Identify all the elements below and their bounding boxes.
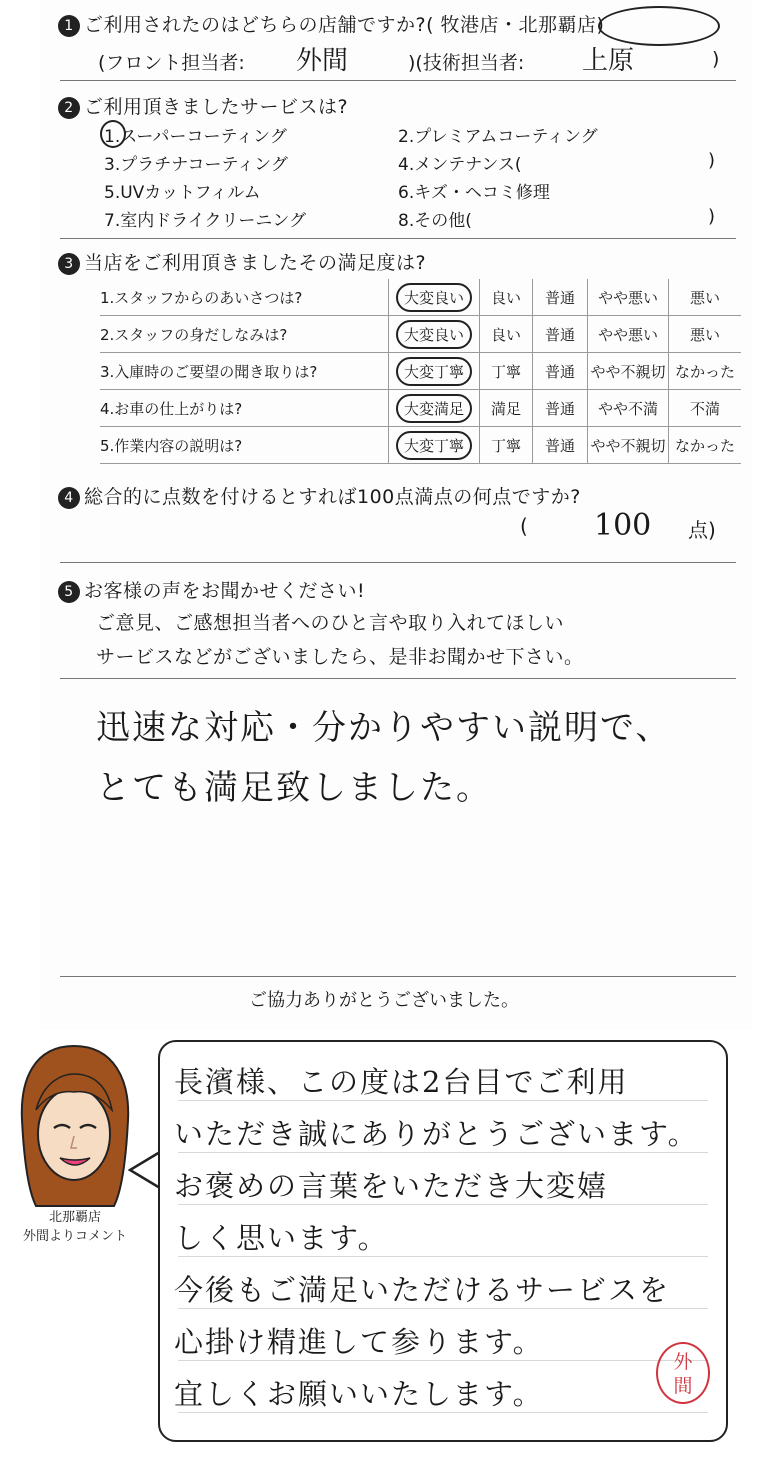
q2-title <box>58 92 348 119</box>
q3-text: 当店をご利用頂きましたその満足度は? <box>84 252 427 274</box>
rating-option <box>533 427 588 464</box>
rating-label: 悪い <box>689 325 720 344</box>
selected-rating: 大変丁寧 <box>396 357 472 386</box>
comment-line: 今後もご満足いただけるサービスを <box>174 1273 671 1307</box>
q4-number: 4 <box>58 487 80 509</box>
service-item: 1.スーパーコーティング <box>104 127 287 147</box>
service-item: 7.室内ドライクリーニング <box>104 211 307 231</box>
rating-option <box>533 279 588 316</box>
staff-comment-bubble <box>158 1040 728 1442</box>
selected-rating: 大変満足 <box>396 394 472 423</box>
staff-caption-store: 北那覇店 <box>48 1210 101 1225</box>
rating-label: 普通 <box>544 436 575 455</box>
staff-caption <box>0 1208 150 1246</box>
tech-staff-label: )(技術担当者: <box>408 52 525 74</box>
staff-avatar <box>14 1040 134 1210</box>
thanks-message: ご協力ありがとうございました。 <box>249 990 519 1011</box>
comment-line: しく思います。 <box>174 1221 389 1255</box>
divider <box>60 80 736 81</box>
rating-label: 悪い <box>689 288 720 307</box>
rating-label: 普通 <box>544 362 575 381</box>
rating-label: 良い <box>490 288 521 307</box>
q1-text: ご利用されたのはどちらの店舗ですか?( 牧港店・北那覇店) <box>84 14 605 36</box>
score-unit: 点) <box>688 518 716 542</box>
service-selection-circle <box>100 120 126 148</box>
q1-title <box>58 10 604 37</box>
comment-line: 宜しくお願いいたします。 <box>174 1377 544 1411</box>
rating-label: やや不親切 <box>590 362 666 381</box>
tech-staff-name: 上原 <box>582 46 635 76</box>
rating-option <box>389 390 480 427</box>
rating-option <box>389 353 480 390</box>
service-item: 2.プレミアムコーティング <box>398 127 598 147</box>
divider <box>60 976 736 977</box>
rating-option <box>533 316 588 353</box>
rating-option <box>669 427 742 464</box>
satisfaction-row <box>100 427 741 464</box>
name-stamp: 外 間 <box>656 1342 710 1404</box>
rating-option <box>480 353 533 390</box>
rating-label: やや悪い <box>597 325 658 344</box>
divider <box>60 678 736 679</box>
comment-line: 長濱様、この度は2台目でご利用 <box>174 1065 629 1099</box>
rating-label: やや不親切 <box>590 436 666 455</box>
satisfaction-table <box>100 279 741 464</box>
rating-label: やや不満 <box>597 399 658 418</box>
front-staff-label: (フロント担当者: <box>98 52 245 74</box>
satisfaction-row <box>100 316 741 353</box>
rating-option <box>669 316 742 353</box>
rating-label: 不満 <box>689 399 720 418</box>
rating-option <box>480 316 533 353</box>
rating-option <box>669 390 742 427</box>
paren-close: ) <box>708 150 716 171</box>
q5-number: 5 <box>58 581 80 603</box>
rating-option <box>588 316 669 353</box>
rating-label: なかった <box>674 436 735 455</box>
staff-caption-comment: 外間よりコメント <box>22 1229 127 1244</box>
satisfaction-question: 5.作業内容の説明は? <box>100 427 389 464</box>
satisfaction-question: 1.スタッフからのあいさつは? <box>100 279 389 316</box>
satisfaction-row <box>100 390 741 427</box>
q5-text: お客様の声をお聞かせください! <box>84 580 366 602</box>
q1-close-paren: ) <box>712 48 720 70</box>
rating-label: 満足 <box>490 399 521 418</box>
rating-label: やや悪い <box>597 288 658 307</box>
service-item: 5.UVカットフィルム <box>104 183 261 203</box>
score-open: ( <box>520 514 528 538</box>
front-staff-name: 外間 <box>296 46 349 76</box>
rating-label: 普通 <box>544 325 575 344</box>
paren-close: ) <box>708 206 716 227</box>
satisfaction-question: 2.スタッフの身だしなみは? <box>100 316 389 353</box>
service-item: 4.メンテナンス( <box>398 155 522 175</box>
speech-bubble-tail <box>128 1148 162 1192</box>
rating-label: 良い <box>490 325 521 344</box>
satisfaction-row <box>100 279 741 316</box>
selected-rating: 大変良い <box>396 283 472 312</box>
q4-title <box>58 482 581 509</box>
rating-option <box>669 353 742 390</box>
rating-option <box>588 279 669 316</box>
satisfaction-question: 3.入庫時のご要望の聞き取りは? <box>100 353 389 390</box>
service-item: 8.その他( <box>398 211 472 231</box>
rating-option <box>588 427 669 464</box>
q4-text: 総合的に点数を付けるとすれば100点満点の何点ですか? <box>84 486 581 508</box>
rating-option <box>533 390 588 427</box>
q2-text: ご利用頂きましたサービスは? <box>84 96 349 118</box>
q5-title <box>58 576 365 603</box>
rating-label: 丁寧 <box>490 362 521 381</box>
selected-rating: 大変良い <box>396 320 472 349</box>
divider <box>60 562 736 563</box>
comment-line: 心掛け精進して参ります。 <box>174 1325 544 1359</box>
rating-label: なかった <box>674 362 735 381</box>
customer-comment-line-1: 迅速な対応・分かりやすい説明で、 <box>96 708 672 748</box>
customer-comment-line-2: とても満足致しました。 <box>96 768 492 808</box>
divider <box>60 238 736 239</box>
rating-label: 丁寧 <box>490 436 521 455</box>
rating-option <box>669 279 742 316</box>
rating-option <box>389 316 480 353</box>
satisfaction-row <box>100 353 741 390</box>
comment-line: いただき誠にありがとうございます。 <box>174 1117 699 1151</box>
rating-label: 普通 <box>544 399 575 418</box>
rating-option <box>480 390 533 427</box>
q1-number: 1 <box>58 15 80 37</box>
q3-title <box>58 248 426 275</box>
service-item: 3.プラチナコーティング <box>104 155 288 175</box>
rating-label: 普通 <box>544 288 575 307</box>
q2-number: 2 <box>58 97 80 119</box>
rating-option <box>588 353 669 390</box>
rating-option <box>480 279 533 316</box>
rating-option <box>480 427 533 464</box>
service-item: 6.キズ・ヘコミ修理 <box>398 183 550 203</box>
comment-line: お褒めの言葉をいただき大変嬉 <box>174 1169 609 1203</box>
q5-instructions-1: ご意見、ご感想担当者へのひと言や取り入れてほしい <box>96 612 565 634</box>
q5-instructions-2: サービスなどがございましたら、是非お聞かせ下さい。 <box>96 646 584 668</box>
rating-option <box>389 279 480 316</box>
selected-rating: 大変丁寧 <box>396 431 472 460</box>
rating-option <box>389 427 480 464</box>
rating-option <box>588 390 669 427</box>
score-value: 100 <box>594 508 652 543</box>
q3-number: 3 <box>58 253 80 275</box>
rating-option <box>533 353 588 390</box>
satisfaction-question: 4.お車の仕上がりは? <box>100 390 389 427</box>
